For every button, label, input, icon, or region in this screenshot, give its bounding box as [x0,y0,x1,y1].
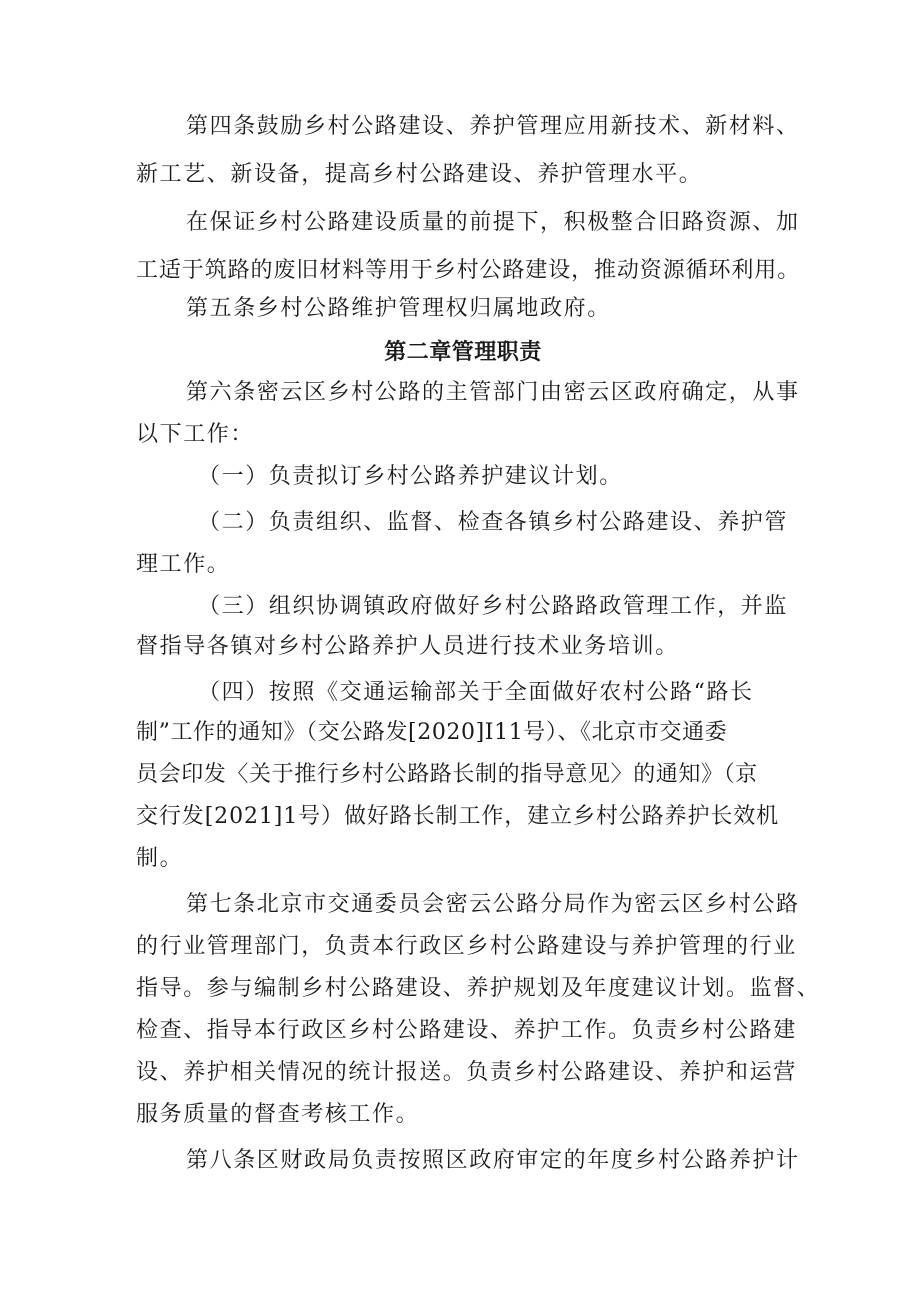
article-7-line-4: 检查、指导本行政区乡村公路建设、养护工作。负责乡村公路建 [136,1018,797,1043]
article-7-line-1: 第七条北京市交通委员会密云公路分局作为密云区乡村公路 [186,892,800,917]
article-6-item-2-line-2: 理工作。 [136,552,231,577]
article-5-line: 第五条乡村公路维护管理权归属地政府。 [186,296,611,321]
article-7-line-6: 服务质量的督查考核工作。 [136,1102,420,1127]
article-6-item-4-line-4: 交行发[2021]1号）做好路长制工作，建立乡村公路养护长效机 [136,804,780,829]
article-4-line-1: 第四条鼓励乡村公路建设、养护管理应用新技术、新材料、 [186,114,800,139]
article-6-item-4-line-5: 制。 [136,846,184,871]
article-6-item-3-line-2: 督指导各镇对乡村公路养护人员进行技术业务培训。 [136,634,679,659]
article-6-item-4-line-2: 制”工作的通知》（交公路发[2020]I11号）、《北京市交通委 [136,720,728,745]
article-8-line-1: 第八条区财政局负责按照区政府审定的年度乡村公路养护计 [186,1148,800,1173]
article-4-line-2: 新工艺、新设备，提高乡村公路建设、养护管理水平。 [136,162,703,187]
article-6-item-4-line-1: （四）按照《交通运输部关于全面做好农村公路“路长 [198,680,754,705]
article-4-para2-line-1: 在保证乡村公路建设质量的前提下，积极整合旧路资源、加 [186,210,800,235]
article-7-line-2: 的行业管理部门，负责本行政区乡村公路建设与养护管理的行业 [136,934,797,959]
article-6-item-3-line-1: （三）组织协调镇政府做好乡村公路路政管理工作，并监 [198,594,789,619]
article-6-item-4-line-3: 员会印发〈关于推行乡村公路路长制的指导意见〉的通知》（京 [136,762,758,787]
chapter-2-heading: 第二章管理职责 [384,340,542,365]
article-7-line-5: 设、养护相关情况的统计报送。负责乡村公路建设、养护和运营 [136,1060,797,1085]
article-4-para2-line-2: 工适于筑路的废旧材料等用于乡村公路建设，推动资源循环利用。 [136,258,801,283]
article-6-intro-line-2: 以下工作： [136,422,255,447]
article-7-line-3: 指导。参与编制乡村公路建设、养护规划及年度建议计划。监督、 [136,976,821,1001]
article-6-intro-line-1: 第六条密云区乡村公路的主管部门由密云区政府确定，从事 [186,380,800,405]
article-6-item-2-line-1: （二）负责组织、监督、检查各镇乡村公路建设、养护管 [198,510,789,535]
article-6-item-1: （一）负责拟订乡村公路养护建议计划。 [198,464,623,489]
